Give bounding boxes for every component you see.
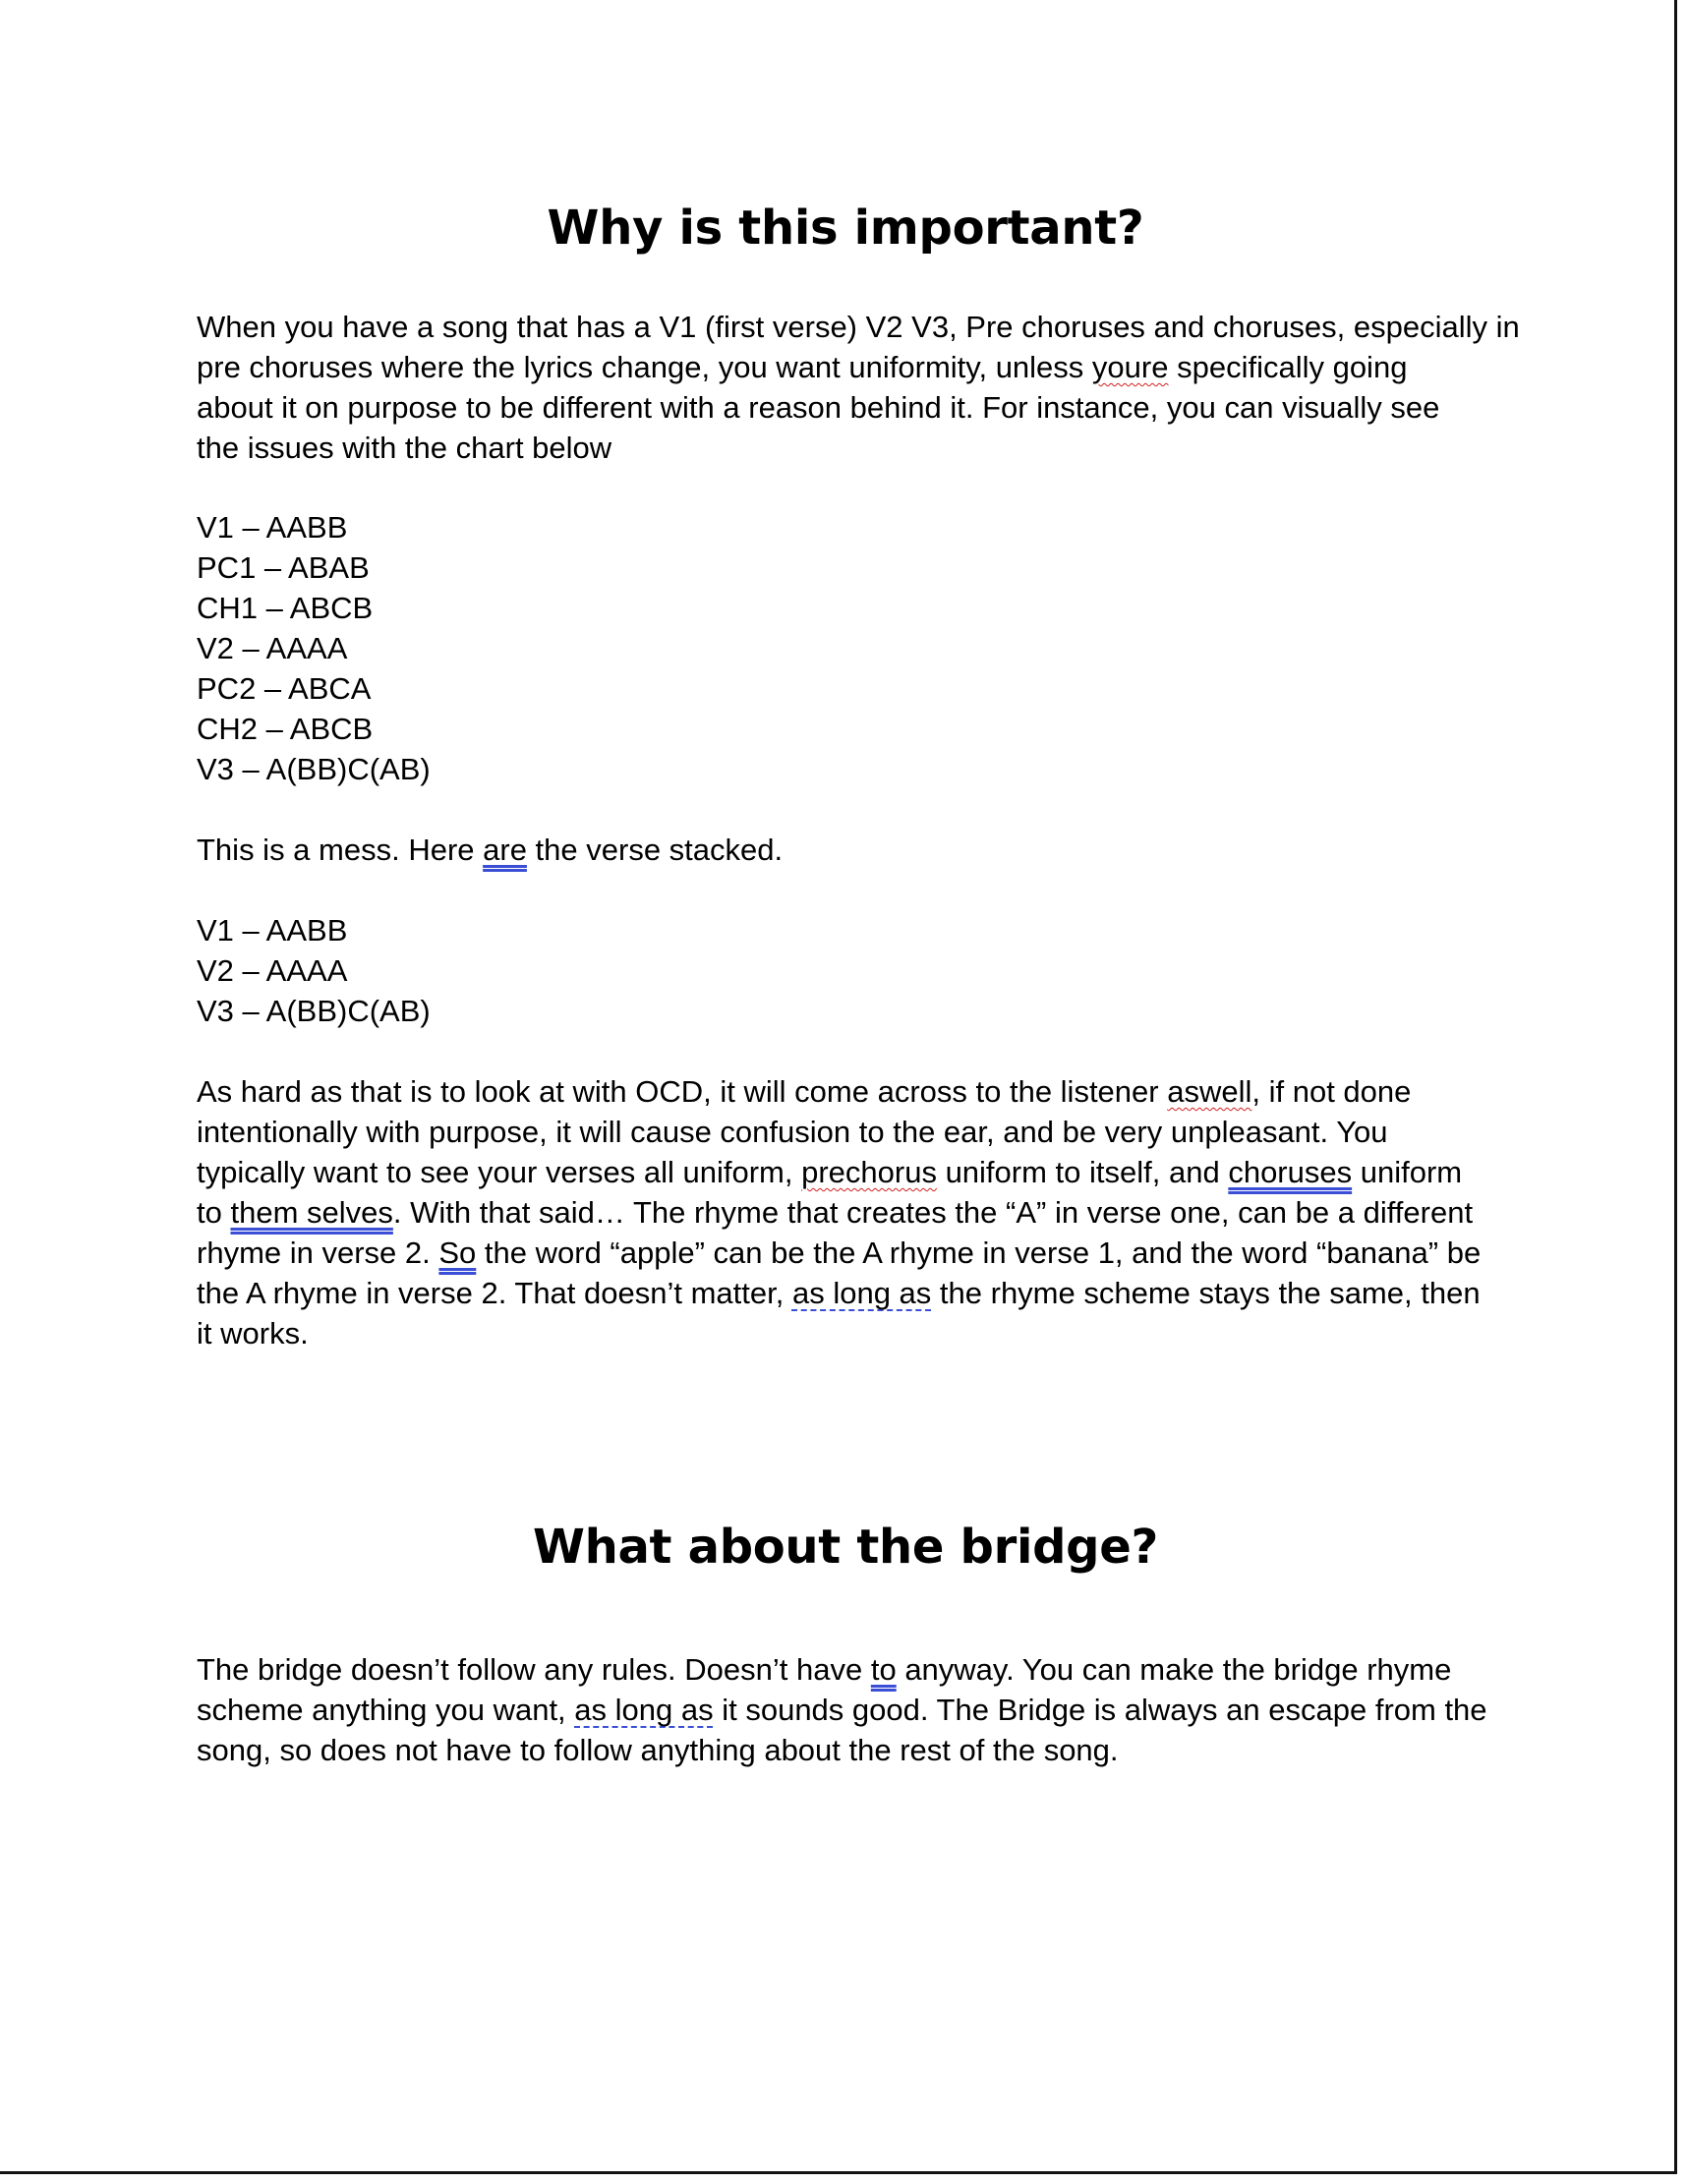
ocd-line-6-a: the A rhyme in verse 2. That doesn’t matter, xyxy=(197,1276,792,1310)
bridge-line-1 xyxy=(197,1649,1494,1690)
mess-line xyxy=(197,830,1494,870)
style-flag-as-long-as-2[interactable]: as long as xyxy=(574,1693,714,1727)
bridge-paragraph xyxy=(197,1649,1494,1770)
chart-item: PC2 – ABCA xyxy=(197,671,372,706)
chart-item: PC1 – ABAB xyxy=(197,550,370,585)
grammar-flag-to[interactable]: to xyxy=(870,1652,897,1687)
intro-line-4: the issues with the chart below xyxy=(197,431,612,465)
grammar-flag-are[interactable]: are xyxy=(483,833,527,867)
chart-item: CH2 – ABCB xyxy=(197,712,374,746)
ocd-line-5-c: the word “apple” can be the A rhyme in verse 1, and the word “banana” be xyxy=(476,1236,1482,1270)
intro-line-2-c: specifically going xyxy=(1168,350,1408,384)
spelling-flag-prechorus[interactable]: prechorus xyxy=(801,1155,937,1189)
verse-stack-list xyxy=(197,910,1494,1031)
heading-bridge: What about the bridge? xyxy=(532,1520,1159,1575)
spelling-flag-aswell[interactable]: aswell xyxy=(1167,1074,1252,1109)
ocd-line-6 xyxy=(197,1273,1494,1313)
ocd-line-7: it works. xyxy=(197,1316,309,1351)
spelling-flag-youre[interactable]: youre xyxy=(1091,350,1169,384)
mess-paragraph xyxy=(197,830,1494,870)
bridge-line-2-c: it sounds good. The Bridge is always an escape from the xyxy=(713,1693,1487,1727)
bridge-line-1-c: anyway. You can make the bridge rhyme xyxy=(896,1652,1452,1687)
ocd-line-5 xyxy=(197,1233,1494,1273)
grammar-flag-so[interactable]: So xyxy=(438,1236,477,1270)
ocd-line-3 xyxy=(197,1152,1494,1192)
chart-item: V2 – AAAA xyxy=(197,631,348,665)
heading-why-important: Why is this important? xyxy=(547,201,1144,256)
ocd-line-3-a: typically want to see your verses all uniform, xyxy=(197,1155,802,1189)
bridge-line-2 xyxy=(197,1690,1494,1730)
ocd-line-4-a: to xyxy=(197,1195,231,1230)
style-flag-as-long-as[interactable]: as long as xyxy=(791,1276,932,1310)
ocd-line-2: intentionally with purpose, it will cause confusion to the ear, and be very unpleasant. You xyxy=(197,1115,1388,1149)
grammar-flag-choruses[interactable]: choruses xyxy=(1228,1155,1353,1189)
ocd-line-6-c: the rhyme scheme stays the same, then xyxy=(931,1276,1481,1310)
intro-line-1: When you have a song that has a V1 (first verse) V2 V3, Pre choruses and choruses, especially in xyxy=(197,310,1520,344)
mess-c: the verse stacked. xyxy=(526,833,784,867)
chart-item: CH1 – ABCB xyxy=(197,591,374,625)
bridge-line-3: song, so does not have to follow anything about the rest of the song. xyxy=(197,1733,1119,1767)
ocd-line-5-a: rhyme in verse 2. xyxy=(197,1236,439,1270)
ocd-line-3-c: uniform to itself, and xyxy=(936,1155,1229,1189)
grammar-flag-them-selves[interactable]: them selves xyxy=(230,1195,393,1230)
intro-line-3: about it on purpose to be different with a reason behind it. For instance, you can visually see xyxy=(197,390,1440,425)
ocd-paragraph xyxy=(197,1071,1494,1353)
bridge-line-1-a: The bridge doesn’t follow any rules. Doesn’t have xyxy=(197,1652,871,1687)
ocd-line-4-c: . With that said… The rhyme that creates the “A” in verse one, can be a different xyxy=(392,1195,1474,1230)
ocd-line-1-c: , if not done xyxy=(1251,1074,1412,1109)
ocd-line-3-e: uniform xyxy=(1352,1155,1463,1189)
verse-item: V1 – AABB xyxy=(197,913,348,948)
rhyme-chart-list xyxy=(197,507,1494,789)
intro-paragraph xyxy=(197,307,1520,468)
intro-line-2-a: pre choruses where the lyrics change, you want uniformity, unless xyxy=(197,350,1092,384)
bridge-line-2-a: scheme anything you want, xyxy=(197,1693,575,1727)
ocd-line-1-a: As hard as that is to look at with OCD, it will come across to the listener xyxy=(197,1074,1168,1109)
verse-item: V3 – A(BB)C(AB) xyxy=(197,994,431,1028)
mess-a: This is a mess. Here xyxy=(197,833,484,867)
verse-item: V2 – AAAA xyxy=(197,953,348,988)
ocd-line-4 xyxy=(197,1192,1494,1233)
chart-item: V3 – A(BB)C(AB) xyxy=(197,752,431,786)
intro-line-2 xyxy=(197,347,1494,387)
chart-item: V1 – AABB xyxy=(197,510,348,545)
ocd-line-1 xyxy=(197,1071,1494,1112)
